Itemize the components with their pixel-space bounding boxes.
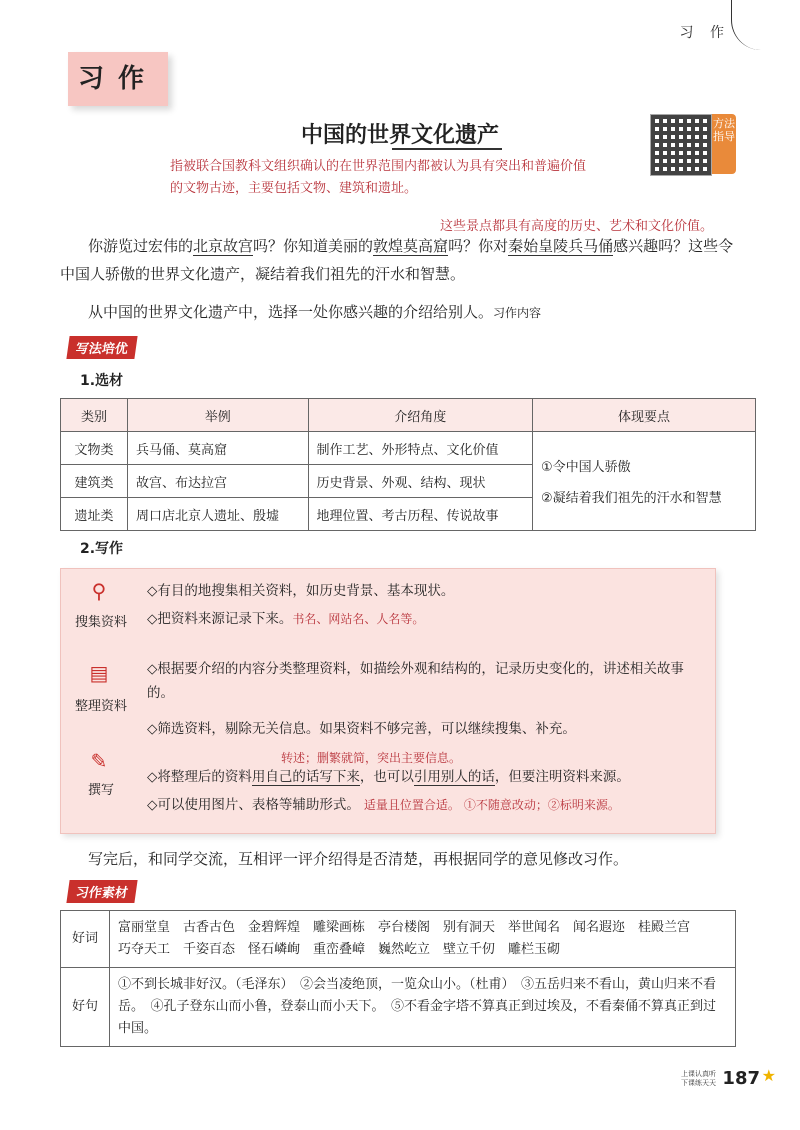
bullet-text: ◇把资料来源记录下来。 (147, 611, 293, 627)
table-cell: 文物类 (61, 432, 128, 465)
bullet-text: ，但要注明资料来源。 (494, 769, 630, 785)
pen-icon: ✎ (90, 749, 108, 773)
table-cell: 建筑类 (61, 465, 128, 498)
table-row (61, 432, 756, 465)
table-cell: 周口店北京人遗址、殷墟 (128, 498, 309, 531)
section-badge-material: 习作素材 (66, 880, 137, 903)
intro-text: 你游览过宏伟的 (88, 237, 194, 255)
intro-paragraph-2 (60, 298, 740, 327)
bullet-annotation: ①不随意改动；②标明来源。 (463, 798, 620, 812)
section-badge-writing-tips: 写法培优 (66, 336, 137, 359)
sentences-label: 好句 (61, 968, 110, 1047)
writing-steps-panel (60, 568, 716, 834)
table-cell: 地理位置、考古历程、传说故事 (308, 498, 533, 531)
title-underline (392, 148, 502, 150)
sentences-cell: ①不到长城非好汉。（毛泽东） ②会当凌绝顶，一览众山小。（杜甫） ③五岳归来不看山，黄山归来不看岳。 ④孔子登东山而小鲁，登泰山而小天下。 ⑤不看金字塔不算真正到过埃及，不看秦俑不算真正到过中国。 (110, 968, 736, 1047)
words-cell (110, 911, 736, 968)
step2-bullet-2: ◇筛选资料，剔除无关信息。如果资料不够完善，可以继续搜集、补充。 (147, 721, 576, 737)
subheading-material-selection: 1.选材 (80, 373, 124, 389)
intro-task: 从中国的世界文化遗产中，选择一处你感兴趣的介绍给别人。 (88, 303, 494, 321)
table-cell: 兵马俑、莫高窟 (128, 432, 309, 465)
bullet-text: ，也可以 (359, 769, 414, 785)
slogan-line: 下课练天天 (681, 1079, 716, 1087)
step3-bullet-2 (147, 793, 713, 817)
words-label: 好词 (61, 911, 110, 968)
intro-paragraph-1 (60, 232, 740, 288)
table-cell: 制作工艺、外形特点、文化价值 (308, 432, 533, 465)
bullet-annotation: 书名、网站名、人名等。 (292, 612, 425, 626)
step-label-organize: 整理资料 (74, 699, 127, 714)
step3-top-annotation: 转述；删繁就简，突出主要信息。 (281, 751, 462, 765)
material-table (60, 398, 756, 531)
search-icon: ⚲ (91, 579, 107, 603)
value-annotation: 这些景点都具有高度的历史、艺术和文化价值。 (440, 219, 714, 234)
material-words-table (60, 910, 736, 1047)
point-item: ①令中国人骄傲 (541, 460, 631, 475)
table-header: 举例 (128, 399, 309, 432)
table-cell-points (533, 432, 756, 531)
definition-annotation: 指被联合国教科文组织确认的在世界范围内都被认为具有突出和普遍价值的文物古迹，主要包括文物、建筑和遗址。 (170, 159, 587, 196)
table-header-row (61, 399, 756, 432)
table-header: 类别 (61, 399, 128, 432)
bullet-text: ◇可以使用图片、表格等辅助形式。 (147, 797, 360, 813)
header-decorative-curve (731, 0, 772, 50)
place-terracotta-army: 秦始皇陵兵马俑 (508, 237, 614, 255)
table-row (61, 968, 736, 1047)
section-tag: 习作 (77, 64, 158, 94)
step1-bullet-1: ◇有目的地搜集相关资料，如历史背景、基本现状。 (147, 583, 455, 599)
bullet-underlined: 用自己的话写下来 (251, 769, 360, 785)
intro-text: 感兴趣吗？这些令中国人骄傲的世界文化遗产，凝结着我们祖先的汗水和智慧。 (60, 237, 734, 283)
step2-bullet-1: ◇根据要介绍的内容分类整理资料，如描绘外观和结构的，记录历史变化的，讲述相关故事的。 (147, 661, 684, 701)
header-section-label: 习 作 (679, 25, 730, 41)
qr-method-tag[interactable]: 方法指导 (712, 114, 736, 174)
table-cell: 历史背景、外观、结构、现状 (308, 465, 533, 498)
page-title: 中国的世界文化遗产 (300, 123, 499, 148)
intro-text: 吗？你知道美丽的 (253, 237, 374, 255)
outro-paragraph: 写完后，和同学交流，互相评一评介绍得是否清楚，再根据同学的意见修改习作。 (88, 850, 629, 868)
qr-code-icon[interactable] (650, 114, 712, 176)
bullet-underlined: 引用别人的话 (413, 769, 495, 785)
words-line: 富丽堂皇 古香古色 金碧辉煌 雕梁画栋 亭台楼阁 别有洞天 举世闻名 闻名遐迩 桂殿兰宫 (118, 920, 691, 935)
point-item: ②凝结着我们祖先的汗水和智慧 (541, 491, 722, 506)
place-mogao-caves: 敦煌莫高窟 (373, 237, 449, 255)
footer-slogan (681, 1070, 716, 1088)
bullet-annotation: 适量且位置合适。 (363, 798, 460, 812)
intro-text: 吗？你对 (448, 237, 509, 255)
table-header: 介绍角度 (308, 399, 533, 432)
star-icon: ★ (761, 1066, 776, 1085)
words-line: 巧夺天工 千姿百态 怪石嶙峋 重峦叠嶂 巍然屹立 壁立千仞 雕栏玉砌 (118, 942, 561, 957)
step-label-write: 撰写 (87, 783, 114, 798)
step-label-collect: 搜集资料 (74, 615, 127, 630)
page-number: 187 (722, 1068, 760, 1089)
table-header: 体现要点 (533, 399, 756, 432)
place-forbidden-city: 北京故宫 (193, 237, 254, 255)
bullet-text: ◇将整理后的资料 (147, 769, 252, 785)
table-cell: 故宫、布达拉宫 (128, 465, 309, 498)
slogan-line: 上课认真听 (681, 1070, 716, 1078)
document-icon: ▤ (89, 661, 109, 685)
task-annotation: 习作内容 (493, 306, 542, 320)
step3-bullet-1 (147, 765, 713, 789)
table-row (61, 911, 736, 968)
step1-bullet-2 (147, 607, 707, 631)
subheading-writing: 2.写作 (80, 541, 124, 557)
table-cell: 遗址类 (61, 498, 128, 531)
